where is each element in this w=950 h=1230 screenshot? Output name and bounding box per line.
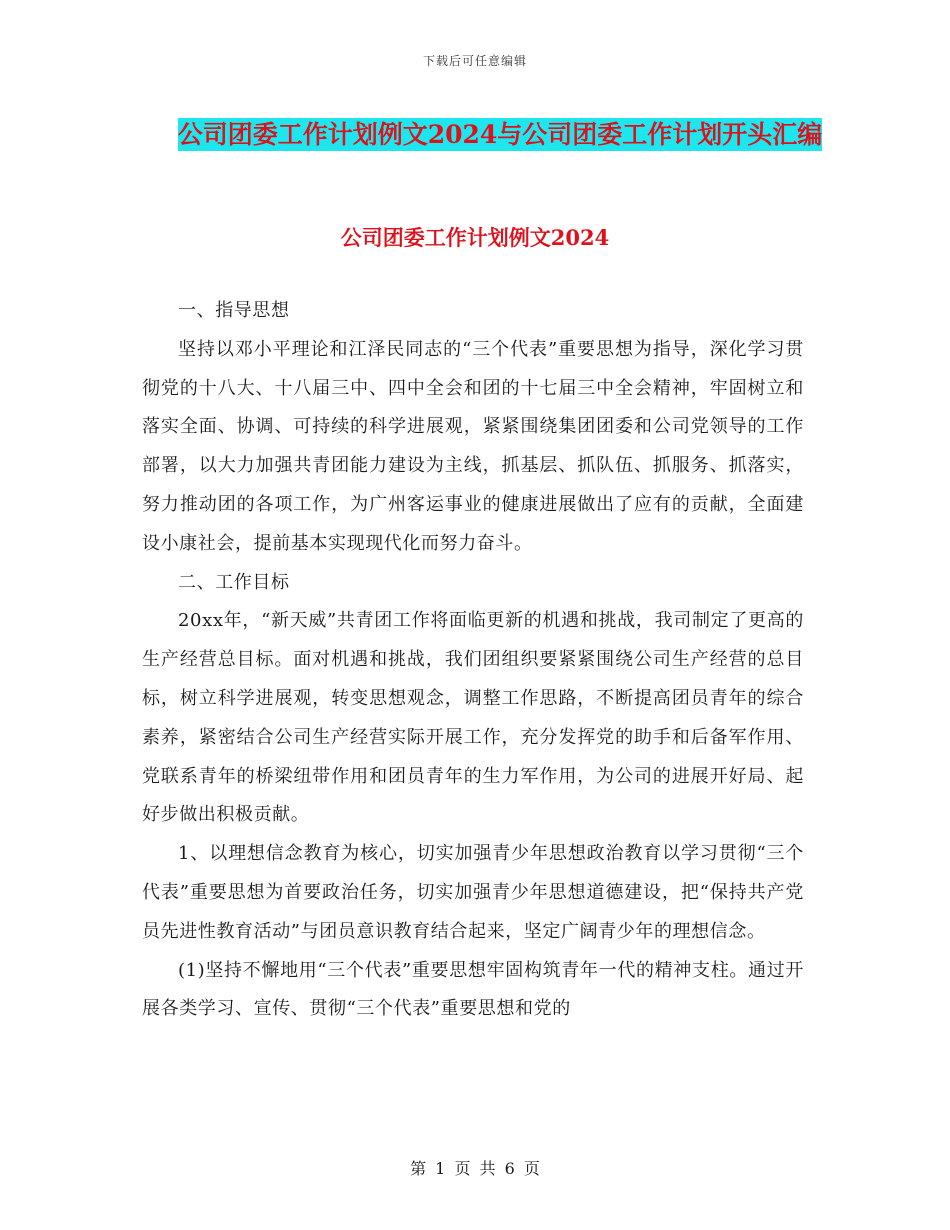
- paragraph-item-1: 1、以理想信念教育为核心，切实加强青少年思想政治教育以学习贯彻“三个代表”重要思想为首要政治任务，切实加强青少年思想道德建设，把“保持共产党员先进性教育活动”与团员意识教育结合起来，坚定广阔青少年的理想信念。: [142, 843, 804, 942]
- document-main-title: [150, 110, 850, 160]
- section-title: 公司团委工作计划例文2024: [340, 225, 610, 250]
- page-header-note: 下载后可任意编辑: [422, 54, 527, 68]
- page-number-footer: 第 1 页 共 6 页: [410, 1159, 540, 1178]
- paragraph-work-goals: 20xx年，“新天威”共青团工作将面临更新的机遇和挑战，我司制定了更高的生产经营总目标。面对机遇和挑战，我们团组织要紧紧围绕公司生产经营的总目标，树立科学进展观，转变思想观念，调整工作思路，不断提高团员青年的综合素养，紧密结合公司生产经营实际开展工作，充分发挥党的助手和后备军作用、党联系青年的桥梁纽带作用和团员青年的生力军作用，为公司的进展开好局、起好步做出积极贡献。: [142, 610, 804, 826]
- heading-guiding-ideology: 一、指导思想: [178, 300, 290, 321]
- main-title-highlight: 公司团委工作计划例文2024与公司团委工作计划开头汇编: [177, 120, 823, 149]
- paragraph-item-1-sub-1: (1)坚持不懈地用“三个代表”重要思想牢固构筑青年一代的精神支柱。通过开展各类学习、宣传、贯彻“三个代表”重要思想和党的: [142, 959, 804, 1020]
- document-body: [142, 292, 804, 1029]
- heading-work-goals: 二、工作目标: [178, 571, 290, 593]
- paragraph-guiding-ideology: 坚持以邓小平理论和江泽民同志的“三个代表”重要思想为指导，深化学习贯彻党的十八大、十八届三中、四中全会和团的十七届三中全会精神，牢固树立和落实全面、协调、可持续的科学进展观，紧紧围绕集团团委和公司党领导的工作部署，以大力加强共青团能力建设为主线，抓基层、抓队伍、抓服务、抓落实，努力推动团的各项工作，为广州客运事业的健康进展做出了应有的贡献，全面建设小康社会，提前基本实现现代化而努力奋斗。: [142, 338, 804, 554]
